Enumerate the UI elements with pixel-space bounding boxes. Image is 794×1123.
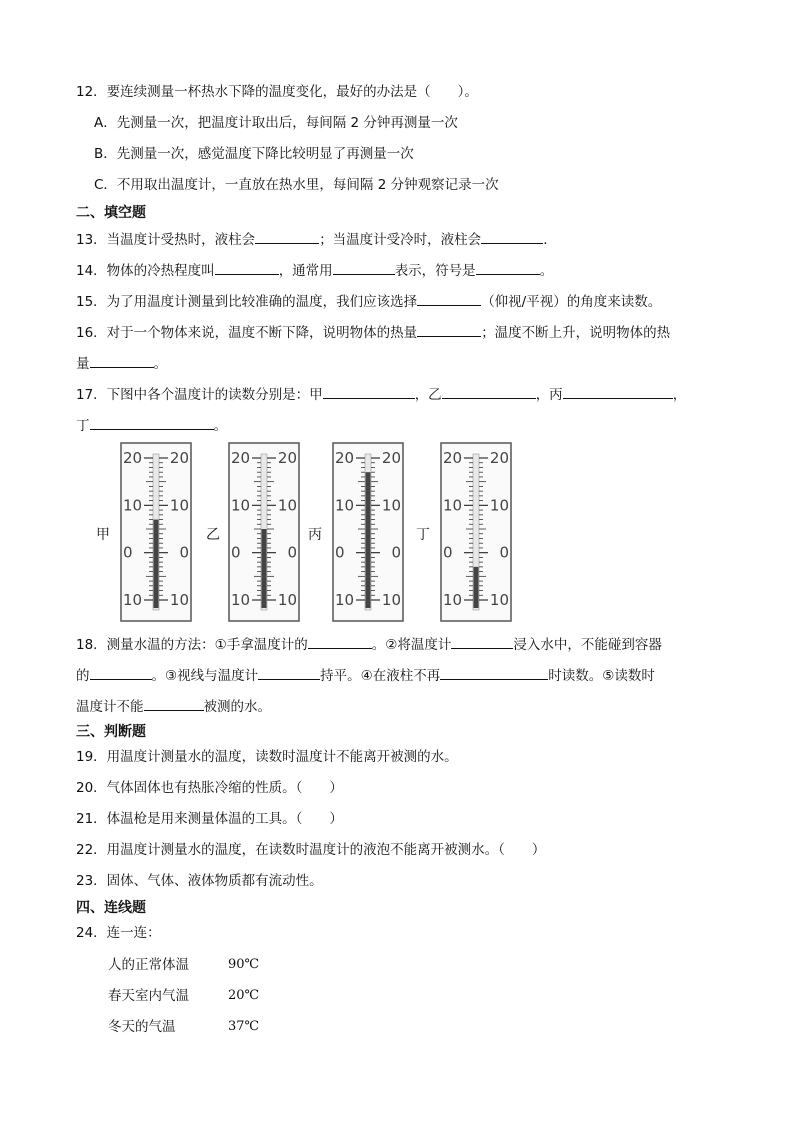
- section-matching-heading: 四、连线题: [76, 900, 146, 916]
- scale-label: 10: [443, 591, 463, 609]
- q24: 24．连一连：: [76, 925, 161, 941]
- q12-option-c: C．不用取出温度计，一直放在热水里，每间隔 2 分钟观察记录一次: [94, 177, 499, 193]
- q18-line3: 温度计不能 被测的水。: [76, 695, 271, 717]
- scale-label: 20: [335, 449, 355, 467]
- scale-label: 10: [489, 591, 509, 609]
- thermometer-ding: [440, 442, 512, 622]
- answer-blank[interactable]: [323, 383, 415, 399]
- q15: 15．为了用温度计测量到比较准确的温度，我们应该选择 （仰视/平视）的角度来读数。: [76, 290, 661, 312]
- scale-label: 10: [277, 496, 297, 515]
- answer-blank[interactable]: [417, 290, 481, 306]
- q16-cont: 量 。: [76, 352, 167, 374]
- scale-label: 20: [489, 449, 509, 467]
- thermometer-jia: [120, 442, 192, 622]
- thermometer-yi: [228, 442, 300, 622]
- liquid-column: [474, 567, 479, 608]
- match-right-item[interactable]: 90℃: [228, 957, 260, 972]
- thermometer-label-bing: 丙: [308, 527, 322, 543]
- answer-blank[interactable]: [90, 664, 152, 680]
- scale-label: 0: [179, 543, 189, 562]
- scale-label: 10: [169, 591, 189, 609]
- scale-label: 0: [443, 543, 453, 562]
- scale-label: 10: [123, 591, 143, 609]
- scale-label: 10: [443, 496, 463, 515]
- liquid-column: [366, 472, 371, 608]
- answer-blank[interactable]: [440, 664, 548, 680]
- q12-option-a: A．先测量一次，把温度计取出后，每间隔 2 分钟再测量一次: [94, 115, 458, 131]
- scale-label: 0: [391, 543, 401, 562]
- answer-blank[interactable]: [442, 383, 536, 399]
- thermometer-bing: [332, 442, 404, 622]
- scale-label: 10: [123, 496, 143, 515]
- section-fill-in-heading: 二、填空题: [76, 205, 146, 221]
- answer-blank[interactable]: [258, 664, 320, 680]
- q23: 23．固体、气体、液体物质都有流动性。: [76, 873, 323, 889]
- match-left-item[interactable]: 人的正常体温: [108, 957, 189, 973]
- scale-label: 10: [231, 591, 251, 609]
- scale-label: 20: [443, 449, 463, 467]
- q17-cont: 丁 。: [76, 414, 227, 436]
- thermometer-label-yi: 乙: [206, 527, 220, 543]
- scale-label: 10: [335, 591, 355, 609]
- answer-blank[interactable]: [308, 633, 372, 649]
- match-right-item[interactable]: 37℃: [228, 1019, 260, 1034]
- match-left-item[interactable]: 冬天的气温: [108, 1019, 176, 1035]
- q16: 16．对于一个物体来说，温度不断下降，说明物体的热量 ；温度不断上升，说明物体的热: [76, 321, 670, 343]
- scale-label: 10: [277, 591, 297, 609]
- scale-label: 20: [123, 449, 143, 467]
- q22: 22．用温度计测量水的温度，在读数时温度计的液泡不能离开被测水。（ ）: [76, 842, 546, 858]
- scale-label: 10: [335, 496, 355, 515]
- scale-label: 0: [287, 543, 297, 562]
- q14: 14．物体的冷热程度叫 ，通常用 表示，符号是 。: [76, 259, 553, 281]
- scale-label: 0: [499, 543, 509, 562]
- scale-label: 10: [381, 591, 401, 609]
- scale-label: 20: [169, 449, 189, 467]
- scale-label: 0: [231, 543, 241, 562]
- scale-label: 10: [231, 496, 251, 515]
- answer-blank[interactable]: [90, 352, 154, 368]
- scale-label: 10: [381, 496, 401, 515]
- answer-blank[interactable]: [333, 259, 395, 275]
- liquid-column: [154, 520, 159, 608]
- answer-blank[interactable]: [476, 259, 540, 275]
- thermometer-figure: [76, 442, 716, 624]
- scale-label: 20: [231, 449, 251, 467]
- q13: 13．当温度计受热时，液柱会 ；当温度计受冷时，液柱会 .: [76, 228, 547, 250]
- match-left-item[interactable]: 春天室内气温: [108, 988, 189, 1004]
- section-judge-heading: 三、判断题: [76, 724, 146, 740]
- scale-label: 10: [169, 496, 189, 515]
- match-right-item[interactable]: 20℃: [228, 988, 260, 1003]
- answer-blank[interactable]: [451, 633, 513, 649]
- answer-blank[interactable]: [563, 383, 673, 399]
- answer-blank[interactable]: [215, 259, 279, 275]
- q20: 20．气体固体也有热胀冷缩的性质。（ ）: [76, 780, 343, 796]
- q17: 17．下图中各个温度计的读数分别是：甲 ，乙 ，丙 ，: [76, 383, 686, 405]
- answer-blank[interactable]: [90, 414, 214, 430]
- scale-label: 0: [123, 543, 133, 562]
- q21: 21．体温枪是用来测量体温的工具。（ ）: [76, 811, 343, 827]
- q18-line1: 18．测量水温的方法：①手拿温度计的 。②将温度计 浸入水中，不能碰到容器: [76, 633, 662, 655]
- thermometer-label-ding: 丁: [416, 527, 430, 543]
- q12-option-b: B．先测量一次，感觉温度下降比较明显了再测量一次: [94, 146, 414, 162]
- scale-label: 0: [335, 543, 345, 562]
- q19: 19．用温度计测量水的温度，读数时温度计不能离开被测的水。: [76, 749, 458, 765]
- thermometer-label-jia: 甲: [96, 527, 110, 543]
- scale-label: 20: [381, 449, 401, 467]
- answer-blank[interactable]: [481, 228, 543, 244]
- q12-stem: 12．要连续测量一杯热水下降的温度变化，最好的办法是（ ）。: [76, 84, 478, 100]
- scale-label: 20: [277, 449, 297, 467]
- answer-blank[interactable]: [144, 695, 204, 711]
- answer-blank[interactable]: [255, 228, 319, 244]
- scale-label: 10: [489, 496, 509, 515]
- answer-blank[interactable]: [417, 321, 481, 337]
- liquid-column: [262, 529, 267, 608]
- q18-line2: 的 。③视线与温度计 持平。④在液柱不再 时读数。⑤读数时: [76, 664, 655, 686]
